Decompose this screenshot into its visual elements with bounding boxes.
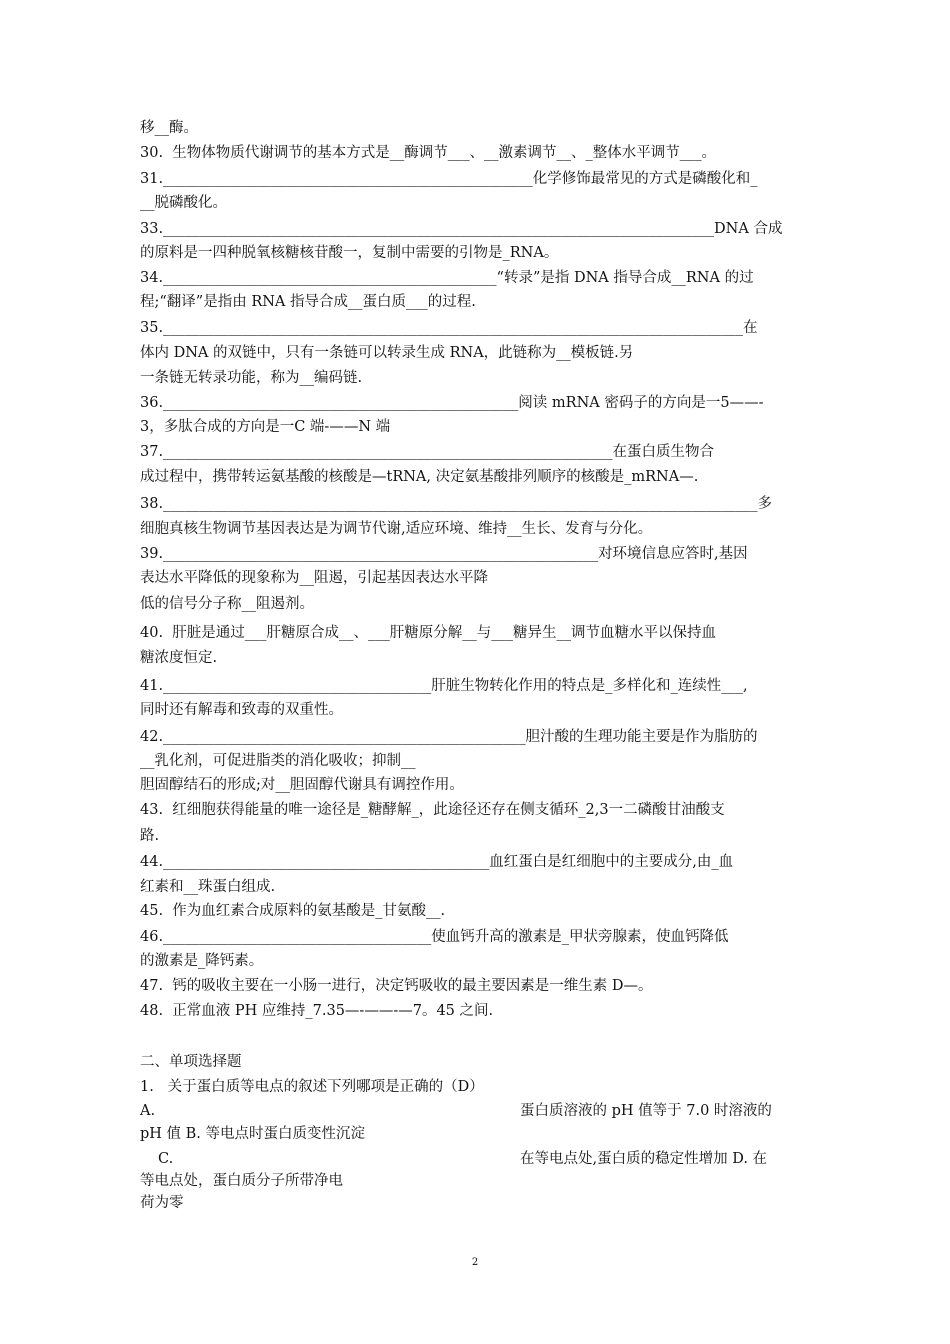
text-line: 程;“翻译”是指由 RNA 指导合成__蛋白质___的过程.: [140, 294, 476, 310]
option-c-label: C.: [158, 1151, 174, 1167]
text-line: 43. 红细胞获得能量的唯一途径是_糖酵解_，此途径还存在侧支循环_2,3一二磷酸甘油酸支: [140, 802, 725, 818]
option-text: 等电点处，蛋白质分子所带净电: [140, 1173, 343, 1189]
text-line: 34.______________________________________________“转录”是指 DNA 指导合成__RNA 的过: [140, 270, 754, 286]
option-text: 荷为零: [140, 1195, 184, 1211]
text-line: 胆固醇结石的形成;对__胆固醇代谢具有调控作用。: [140, 777, 464, 793]
text-line: 3，多肽合成的方向是一C 端-——N 端: [140, 419, 391, 435]
text-line: 红素和__珠蛋白组成.: [140, 879, 276, 895]
text-line: 46._____________________________________使血钙升高的激素是_甲状旁腺素，使血钙降低: [140, 929, 729, 945]
text-line: __乳化剂，可促进脂类的消化吸收；抑制__: [140, 753, 416, 769]
text-line: 37.______________________________________________________________在蛋白质生物合: [140, 444, 715, 460]
page-number: 2: [471, 1257, 479, 1268]
option-text: pH 值 B. 等电点时蛋白质变性沉淀: [140, 1126, 366, 1142]
text-line: 同时还有解毒和致毒的双重性。: [140, 702, 343, 718]
text-line: 表达水平降低的现象称为__阻遏，引起基因表达水平降: [140, 570, 488, 586]
text-line: 41._____________________________________肝脏生物转化作用的特点是_多样化和_连续性___,: [140, 678, 748, 694]
text-line: 47. 钙的吸收主要在一小肠一进行，决定钙吸收的最主要因素是一维生素 D—。: [140, 978, 653, 994]
section-heading: 二、单项选择题: [140, 1054, 242, 1070]
text-line: 成过程中，携带转运氨基酸的核酸是—tRNA, 决定氨基酸排列顺序的核酸是_mRNA—.: [140, 469, 699, 485]
text-line: 35.________________________________________________________________________________在: [140, 320, 758, 336]
text-line: 38.__________________________________________________________________________________多: [140, 496, 773, 512]
text-line: 的激素是_降钙素。: [140, 953, 264, 969]
option-a-text: 蛋白质溶液的 pH 值等于 7.0 时溶液的: [520, 1103, 772, 1119]
text-line: 移__酶。: [140, 120, 198, 136]
text-line: 30. 生物体物质代谢调节的基本方式是__酶调节___、__激素调节__、_整体水平调节___。: [140, 145, 717, 161]
text-line: 细胞真核生物调节基因表达是为调节代谢,适应环境、维持__生长、发育与分化。: [140, 521, 653, 537]
text-line: 一条链无转录功能，称为__编码链.: [140, 370, 363, 386]
text-line: 的原料是一四种脱氧核糖核苷酸一，复制中需要的引物是_RNA。: [140, 245, 559, 261]
option-a-label: A.: [140, 1103, 156, 1119]
text-line: 42.__________________________________________________胆汁酸的生理功能主要是作为脂肪的: [140, 729, 758, 745]
text-line: 路.: [140, 828, 160, 844]
text-line: 45. 作为血红素合成原料的氨基酸是_甘氨酸__.: [140, 903, 446, 919]
text-line: 39.____________________________________________________________对环境信息应答时,基因: [140, 546, 748, 562]
text-line: 36._________________________________________________阅读 mRNA 密码子的方向是一5——-: [140, 395, 764, 411]
text-line: 48. 正常血液 PH 应维持_7.35—-——-—7。45 之间.: [140, 1003, 494, 1019]
text-line: 低的信号分子称__阻遏剂。: [140, 596, 314, 612]
text-line: __脱磷酸化。: [140, 195, 227, 211]
question-stem: 1. 关于蛋白质等电点的叙述下列哪项是正确的（D）: [140, 1079, 484, 1095]
text-line: 33.____________________________________________________________________________DNA 合成: [140, 221, 783, 237]
option-c-text: 在等电点处,蛋白质的稳定性增加 D. 在: [520, 1151, 768, 1167]
text-line: 31.___________________________________________________化学修饰最常见的方式是磷酸化和_: [140, 171, 758, 187]
text-line: 44._____________________________________________血红蛋白是红细胞中的主要成分,由_血: [140, 854, 734, 870]
text-line: 体内 DNA 的双链中，只有一条链可以转录生成 RNA，此链称为__模板链.另: [140, 345, 634, 361]
text-line: 40. 肝脏是通过___肝糖原合成__、___肝糖原分解__与___糖异生__调节血糖水平以保持血: [140, 625, 717, 641]
text-line: 糖浓度恒定.: [140, 650, 218, 666]
